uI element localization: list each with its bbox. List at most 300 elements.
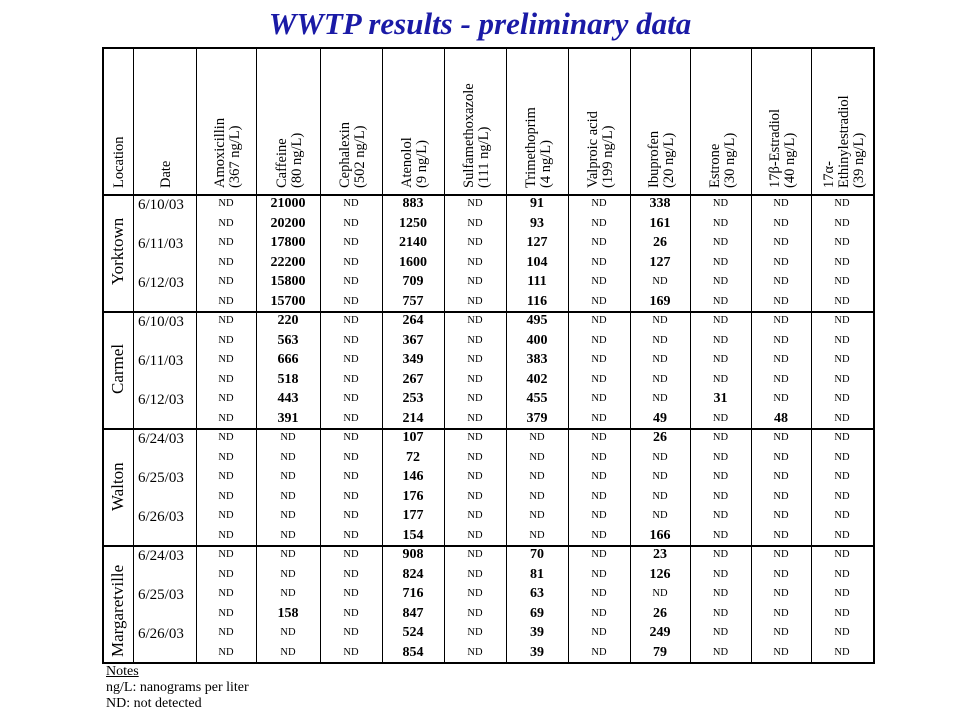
table-cell: ND (712, 315, 729, 326)
table-cell: ND (218, 237, 234, 248)
table-cell: ND (834, 334, 850, 346)
column-header: (199 ng/L) (600, 125, 616, 188)
column-header: 17β-Estradiol (767, 108, 783, 188)
column-header: Date (158, 160, 174, 188)
column-header: (4 ng/L) (538, 140, 554, 188)
table-cell: ND (652, 276, 668, 287)
table-cell: ND (773, 295, 789, 307)
table-cell: ND (773, 607, 789, 619)
table-cell: 367 (402, 332, 424, 348)
table-cell: ND (218, 568, 234, 580)
table-cell: ND (280, 529, 296, 541)
table-cell: 26 (653, 605, 667, 621)
table-cell: ND (218, 451, 234, 463)
table-cell: 48 (774, 410, 788, 426)
table-cell: ND (467, 549, 483, 560)
table-cell: ND (834, 217, 850, 229)
table-cell: ND (834, 256, 850, 268)
column-header: Sulfamethoxazole (461, 83, 477, 188)
table-cell: ND (834, 432, 850, 443)
table-cell: ND (467, 490, 483, 502)
table-cell: ND (591, 256, 607, 268)
table-cell: 349 (402, 352, 424, 367)
column-header: Cephalexin (337, 121, 353, 188)
table-cell: ND (712, 627, 729, 638)
table-cell: ND (712, 490, 729, 502)
table-cell: ND (280, 646, 296, 658)
column-header: (40 ng/L) (782, 132, 798, 188)
table-cell: ND (773, 393, 789, 404)
table-cell: ND (591, 217, 607, 229)
column-header: Location (111, 136, 127, 188)
table-cell: ND (712, 412, 729, 424)
table-cell: ND (343, 510, 359, 521)
table-cell: ND (712, 217, 729, 229)
table-cell: ND (218, 412, 234, 424)
table-cell: 757 (402, 293, 424, 309)
table-cell: ND (343, 256, 359, 268)
table-cell: 93 (530, 215, 544, 231)
table-cell: 127 (526, 235, 548, 250)
table-cell: ND (218, 627, 234, 638)
table-cell: ND (343, 432, 359, 443)
column-header: Valproic acid (585, 111, 601, 188)
table-cell: ND (773, 334, 789, 346)
date-label: 6/26/03 (138, 509, 184, 525)
table-vline (133, 47, 134, 662)
table-cell: 63 (530, 586, 544, 601)
table-cell: 23 (653, 547, 667, 562)
date-label: 6/26/03 (138, 626, 184, 642)
table-cell: ND (652, 334, 668, 346)
table-cell: ND (529, 471, 545, 482)
table-cell: 21000 (270, 196, 306, 211)
table-cell: 443 (277, 391, 299, 406)
table-cell: ND (529, 490, 545, 502)
table-cell: ND (712, 607, 729, 619)
table-cell: 338 (649, 196, 671, 211)
table-cell: 883 (402, 196, 424, 211)
table-cell: ND (343, 568, 359, 580)
table-cell: 400 (526, 332, 548, 348)
table-cell: ND (529, 510, 545, 521)
table-cell: ND (343, 451, 359, 463)
column-header: Ibuprofen (646, 130, 662, 188)
table-cell: ND (280, 490, 296, 502)
table-cell: ND (218, 510, 234, 521)
table-cell: ND (218, 295, 234, 307)
table-cell: ND (652, 373, 668, 385)
table-cell: ND (834, 393, 850, 404)
column-header: (30 ng/L) (721, 132, 738, 188)
table-cell: ND (343, 646, 359, 658)
table-cell: ND (591, 510, 607, 521)
table-cell: ND (834, 510, 850, 521)
date-label: 6/12/03 (138, 275, 184, 291)
table-cell: ND (834, 451, 850, 463)
table-cell: ND (467, 646, 483, 658)
column-header: Caffeine (274, 138, 290, 188)
table-cell: 264 (402, 313, 424, 328)
table-cell: ND (712, 373, 729, 385)
table-cell: ND (218, 490, 234, 502)
table-cell: ND (652, 315, 668, 326)
table-cell: ND (773, 237, 789, 248)
table-cell: ND (218, 354, 234, 365)
table-cell: ND (591, 549, 607, 560)
date-label: 6/24/03 (138, 431, 184, 447)
table-cell: ND (591, 198, 607, 209)
table-cell: ND (712, 568, 729, 580)
table-cell: ND (834, 607, 850, 619)
table-cell: 267 (402, 371, 424, 387)
table-cell: 79 (653, 644, 667, 660)
table-cell: ND (218, 198, 234, 209)
date-label: 6/10/03 (138, 197, 184, 213)
table-cell: ND (467, 393, 483, 404)
table-cell: ND (218, 217, 234, 229)
column-header: 17α- (820, 161, 837, 188)
table-cell: ND (467, 529, 483, 541)
column-header: (39 ng/L) (850, 132, 867, 188)
table-cell: ND (773, 217, 789, 229)
table-cell: ND (467, 354, 483, 365)
table-cell: 518 (277, 371, 299, 387)
table-cell: ND (591, 315, 607, 326)
table-cell: ND (712, 646, 729, 658)
table-cell: ND (529, 432, 545, 443)
table-cell: ND (834, 315, 850, 326)
table-cell: ND (467, 607, 483, 619)
table-cell: 161 (649, 215, 671, 231)
table-cell: ND (218, 334, 234, 346)
table-cell: ND (834, 646, 850, 658)
table-cell: ND (712, 451, 729, 463)
table-cell: ND (467, 627, 483, 638)
table-cell: 847 (402, 605, 424, 621)
table-cell: ND (834, 490, 850, 502)
table-cell: ND (773, 432, 789, 443)
table-vline (102, 47, 104, 662)
table-cell: ND (280, 627, 296, 638)
table-cell: ND (712, 198, 729, 209)
table-cell: ND (834, 529, 850, 541)
table-cell: ND (218, 373, 234, 385)
column-header: (20 ng/L) (661, 132, 677, 188)
table-cell: ND (591, 432, 607, 443)
table-cell: ND (218, 471, 234, 482)
table-cell: ND (591, 412, 607, 424)
date-label: 6/12/03 (138, 392, 184, 408)
date-label: 6/25/03 (138, 587, 184, 603)
table-cell: ND (591, 393, 607, 404)
table-cell: ND (773, 373, 789, 385)
table-cell: ND (280, 451, 296, 463)
table-cell: ND (218, 529, 234, 541)
table-cell: 214 (402, 410, 424, 426)
table-cell: 81 (530, 566, 544, 582)
table-cell: 146 (402, 469, 424, 484)
table-cell: ND (218, 315, 234, 326)
table-cell: ND (343, 607, 359, 619)
table-cell: ND (591, 646, 607, 658)
table-cell: ND (591, 529, 607, 541)
table-cell: 177 (402, 508, 424, 523)
table-cell: ND (773, 471, 789, 482)
table-cell: ND (529, 529, 545, 541)
table-cell: ND (218, 549, 234, 560)
table-cell: 22200 (270, 254, 306, 270)
table-cell: ND (218, 256, 234, 268)
table-cell: 111 (527, 274, 547, 289)
table-cell: ND (712, 256, 729, 268)
location-label: Walton (108, 462, 127, 512)
date-label: 6/24/03 (138, 548, 184, 564)
table-cell: 104 (526, 254, 548, 270)
table-cell: ND (343, 354, 359, 365)
table-cell: 379 (526, 410, 548, 426)
table-cell: ND (834, 237, 850, 248)
table-cell: ND (834, 276, 850, 287)
table-cell: 116 (526, 293, 548, 309)
location-label: Yorktown (108, 218, 127, 286)
table-cell: ND (712, 334, 729, 346)
table-cell: ND (652, 451, 668, 463)
table-hline (102, 47, 875, 49)
table-cell: 72 (406, 449, 420, 465)
table-cell: 15800 (270, 274, 306, 289)
table-cell: ND (280, 510, 296, 521)
table-cell: ND (529, 451, 545, 463)
table-cell: 39 (530, 625, 544, 640)
table-cell: 716 (402, 586, 424, 601)
table-cell: ND (343, 237, 359, 248)
table-cell: ND (467, 510, 483, 521)
table-cell: ND (834, 198, 850, 209)
date-label: 6/11/03 (138, 236, 184, 252)
table-cell: ND (834, 471, 850, 482)
table-cell: ND (343, 373, 359, 385)
location-label: Carmel (108, 344, 127, 395)
table-cell: ND (280, 549, 296, 560)
table-cell: 154 (402, 527, 424, 543)
table-hline (102, 194, 875, 196)
table-vline (873, 47, 875, 662)
table-cell: 26 (653, 235, 667, 250)
table-cell: ND (652, 490, 668, 502)
table-cell: ND (591, 237, 607, 248)
table-cell: ND (591, 471, 607, 482)
table-cell: ND (591, 276, 607, 287)
table-cell: 15700 (270, 293, 306, 309)
table-cell: ND (773, 646, 789, 658)
table-cell: ND (343, 276, 359, 287)
table-cell: 49 (653, 410, 667, 426)
notes-heading: Notes (106, 664, 139, 679)
table-cell: 70 (530, 547, 544, 562)
table-cell: ND (834, 373, 850, 385)
page-title: WWTP results - preliminary data (268, 6, 692, 41)
column-header: (367 ng/L) (227, 125, 243, 188)
notes (106, 664, 249, 712)
table-cell: 2140 (399, 235, 427, 250)
table-cell: ND (773, 451, 789, 463)
table-cell: 127 (649, 254, 671, 270)
table-cell: ND (773, 568, 789, 580)
table-cell: ND (652, 393, 668, 404)
table-cell: ND (591, 354, 607, 365)
table-cell: ND (834, 295, 850, 307)
column-header: Ethinylestradiol (835, 95, 852, 188)
column-header: (502 ng/L) (352, 125, 368, 188)
table-cell: ND (591, 490, 607, 502)
table-cell: 383 (526, 352, 548, 367)
table-cell: ND (467, 315, 483, 326)
table-cell: ND (773, 276, 789, 287)
table-cell: ND (712, 529, 729, 541)
table-cell: ND (343, 490, 359, 502)
table-cell: 455 (526, 391, 548, 406)
table-cell: ND (218, 588, 234, 599)
table-cell: ND (712, 471, 729, 482)
table-cell: 1600 (399, 254, 427, 270)
table-cell: 166 (649, 527, 671, 543)
table-cell: ND (591, 334, 607, 346)
table-cell: 391 (277, 410, 299, 426)
location-label: Margaretville (108, 564, 127, 657)
table-cell: ND (218, 432, 234, 443)
table-cell: 158 (277, 605, 299, 621)
date-label: 6/25/03 (138, 470, 184, 486)
table-cell: ND (467, 373, 483, 385)
table-hline (102, 311, 875, 313)
table-cell: ND (467, 451, 483, 463)
table-cell: ND (712, 432, 729, 443)
table-cell: ND (467, 568, 483, 580)
table-cell: ND (218, 607, 234, 619)
table-cell: ND (834, 627, 850, 638)
table-cell: 563 (277, 332, 299, 348)
note-line: ND: not detected (106, 696, 202, 711)
table-cell: ND (773, 198, 789, 209)
table-cell: ND (652, 588, 668, 599)
table-cell: ND (591, 627, 607, 638)
table-cell: ND (343, 588, 359, 599)
table-cell: ND (467, 295, 483, 307)
table-cell: 126 (649, 566, 671, 582)
column-header: (80 ng/L) (289, 132, 305, 188)
table-cell: 31 (713, 391, 728, 406)
table-cell: 249 (649, 625, 671, 640)
table-cell: ND (218, 646, 234, 658)
table-cell: ND (773, 256, 789, 268)
table-cell: ND (773, 510, 789, 521)
table-cell: 908 (402, 547, 424, 562)
table-cell: ND (773, 627, 789, 638)
table-cell: ND (591, 295, 607, 307)
table-cell: ND (343, 315, 359, 326)
table-cell: ND (773, 354, 789, 365)
column-header: Amoxicillin (212, 117, 228, 188)
table-cell: ND (467, 237, 483, 248)
table-cell: ND (467, 334, 483, 346)
table-cell: ND (652, 510, 668, 521)
note-line: ng/L: nanograms per liter (106, 680, 249, 695)
table-cell: ND (343, 412, 359, 424)
table-cell: ND (652, 354, 668, 365)
table-cell: ND (467, 198, 483, 209)
table-cell: ND (280, 471, 296, 482)
table-cell: ND (773, 490, 789, 502)
table-cell: 39 (530, 644, 544, 660)
table-cell: ND (773, 588, 789, 599)
table-cell: 402 (526, 371, 548, 387)
table-cell: ND (343, 471, 359, 482)
column-header: Atenolol (399, 137, 415, 188)
table-cell: ND (280, 568, 296, 580)
date-label: 6/10/03 (138, 314, 184, 330)
table-cell: 20200 (270, 215, 306, 231)
table-cell: ND (712, 588, 729, 599)
table-cell: 220 (277, 313, 299, 328)
table-cell: ND (591, 568, 607, 580)
table-cell: ND (467, 276, 483, 287)
table-cell: ND (834, 568, 850, 580)
table-cell: ND (343, 549, 359, 560)
table-cell: ND (834, 412, 850, 424)
table-cell: 26 (653, 430, 667, 445)
table-cell: ND (280, 588, 296, 599)
table-cell: ND (834, 549, 850, 560)
table-cell: ND (218, 393, 234, 404)
table-cell: ND (773, 315, 789, 326)
table-cell: 495 (526, 313, 548, 328)
table-cell: 666 (277, 352, 299, 367)
table-cell: ND (343, 627, 359, 638)
table-cell: 253 (402, 391, 424, 406)
table-cell: 107 (402, 430, 424, 445)
table-cell: 69 (530, 605, 544, 621)
table-cell: 824 (402, 566, 424, 582)
table-cell: ND (467, 412, 483, 424)
column-header: Estrone (706, 143, 723, 188)
table-cell: 709 (402, 274, 424, 289)
table-cell: ND (712, 276, 729, 287)
table-cell: ND (280, 432, 296, 443)
table-cell: 176 (402, 488, 424, 504)
table-cell: ND (343, 393, 359, 404)
table-hline (102, 428, 875, 430)
table-cell: ND (467, 217, 483, 229)
column-header: (111 ng/L) (476, 126, 492, 188)
table-cell: 169 (649, 293, 671, 309)
table-cell: ND (591, 588, 607, 599)
table-cell: ND (712, 354, 729, 365)
table-cell: ND (467, 588, 483, 599)
table-cell: ND (712, 295, 729, 307)
column-header: Trimethoprim (523, 107, 539, 188)
date-label: 6/11/03 (138, 353, 184, 369)
table-cell: ND (834, 354, 850, 365)
table-cell: ND (343, 295, 359, 307)
table-cell: ND (591, 607, 607, 619)
table-cell: 1250 (399, 215, 427, 231)
table-hline (102, 545, 875, 547)
column-header: (9 ng/L) (414, 140, 430, 188)
table-cell: ND (343, 198, 359, 209)
table-cell: 91 (530, 196, 544, 211)
table-cell: ND (218, 276, 234, 287)
